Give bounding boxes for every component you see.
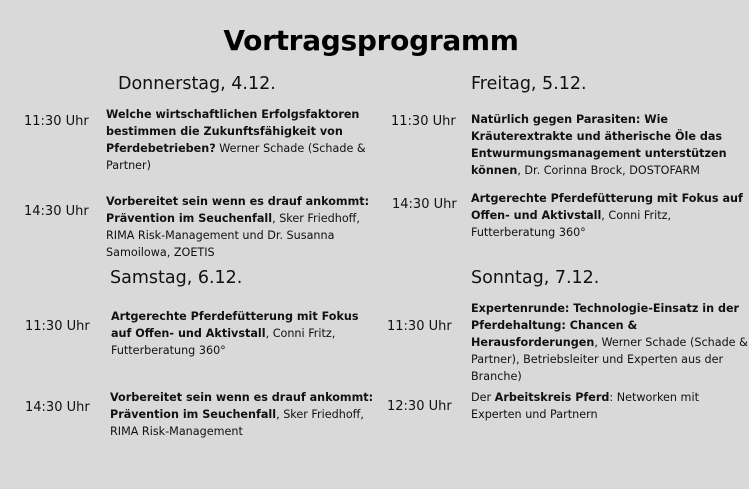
session-title: Natürlich gegen Parasiten: Wie Kräuterextrakte und ätherische Öle das Entwurmungsmanagement unterstützen können bbox=[471, 113, 727, 177]
session-entry bbox=[106, 193, 390, 261]
session-entry bbox=[471, 111, 749, 179]
session-speaker: , Conni Fritz, Futterberatung 360° bbox=[471, 209, 672, 239]
session-entry bbox=[111, 308, 381, 359]
session-speaker: Werner Schade (Schade & Partner) bbox=[106, 142, 366, 172]
day-heading-saturday: Samstag, 6.12. bbox=[110, 268, 243, 288]
session-title: Vorbereitet sein wenn es drauf ankommt: Prävention im Seuchenfall bbox=[106, 195, 370, 225]
session-entry bbox=[471, 190, 743, 241]
session-time: 11:30 Uhr bbox=[391, 114, 456, 129]
session-time: 14:30 Uhr bbox=[392, 197, 457, 212]
session-time: 12:30 Uhr bbox=[387, 399, 452, 414]
session-time: 11:30 Uhr bbox=[25, 319, 90, 334]
session-speaker: , Conni Fritz, Futterberatung 360° bbox=[111, 327, 336, 357]
session-title: Vorbereitet sein wenn es drauf ankommt: Prävention im Seuchenfall bbox=[110, 391, 374, 421]
session-time: 11:30 Uhr bbox=[24, 114, 89, 129]
session-title: Arbeitskreis Pferd bbox=[494, 391, 610, 404]
session-entry bbox=[471, 389, 721, 423]
session-prefix: Der bbox=[471, 391, 495, 404]
day-heading-thursday: Donnerstag, 4.12. bbox=[118, 74, 276, 94]
session-speaker: , Sker Friedhoff, RIMA Risk-Management bbox=[110, 408, 364, 438]
session-entry bbox=[471, 300, 749, 385]
session-speaker: : Networken mit Experten und Partnern bbox=[471, 391, 699, 421]
session-entry bbox=[106, 106, 386, 174]
session-speaker: , Dr. Corinna Brock, DOSTOFARM bbox=[517, 164, 700, 177]
day-heading-friday: Freitag, 5.12. bbox=[471, 74, 587, 94]
session-entry bbox=[110, 389, 376, 440]
session-speaker: , Sker Friedhoff, RIMA Risk-Management und Dr. Susanna Samoilowa, ZOETIS bbox=[106, 212, 360, 259]
session-time: 11:30 Uhr bbox=[387, 319, 452, 334]
day-heading-sunday: Sonntag, 7.12. bbox=[471, 268, 600, 288]
session-title: Artgerechte Pferdefütterung mit Fokus auf Offen- und Aktivstall bbox=[471, 192, 743, 222]
session-title: Artgerechte Pferdefütterung mit Fokus auf Offen- und Aktivstall bbox=[111, 310, 359, 340]
session-time: 14:30 Uhr bbox=[25, 400, 90, 415]
session-speaker: , Werner Schade (Schade & Partner), Betriebsleiter und Experten aus der Branche) bbox=[471, 336, 748, 383]
session-time: 14:30 Uhr bbox=[24, 204, 89, 219]
page-title: Vortragsprogramm bbox=[223, 24, 519, 57]
session-title: Welche wirtschaftlichen Erfolgsfaktoren bestimmen die Zukunftsfähigkeit von Pferdebetrieben? bbox=[106, 108, 360, 155]
session-title: Expertenrunde: Technologie-Einsatz in der Pferdehaltung: Chancen & Herausforderungen bbox=[471, 302, 740, 349]
